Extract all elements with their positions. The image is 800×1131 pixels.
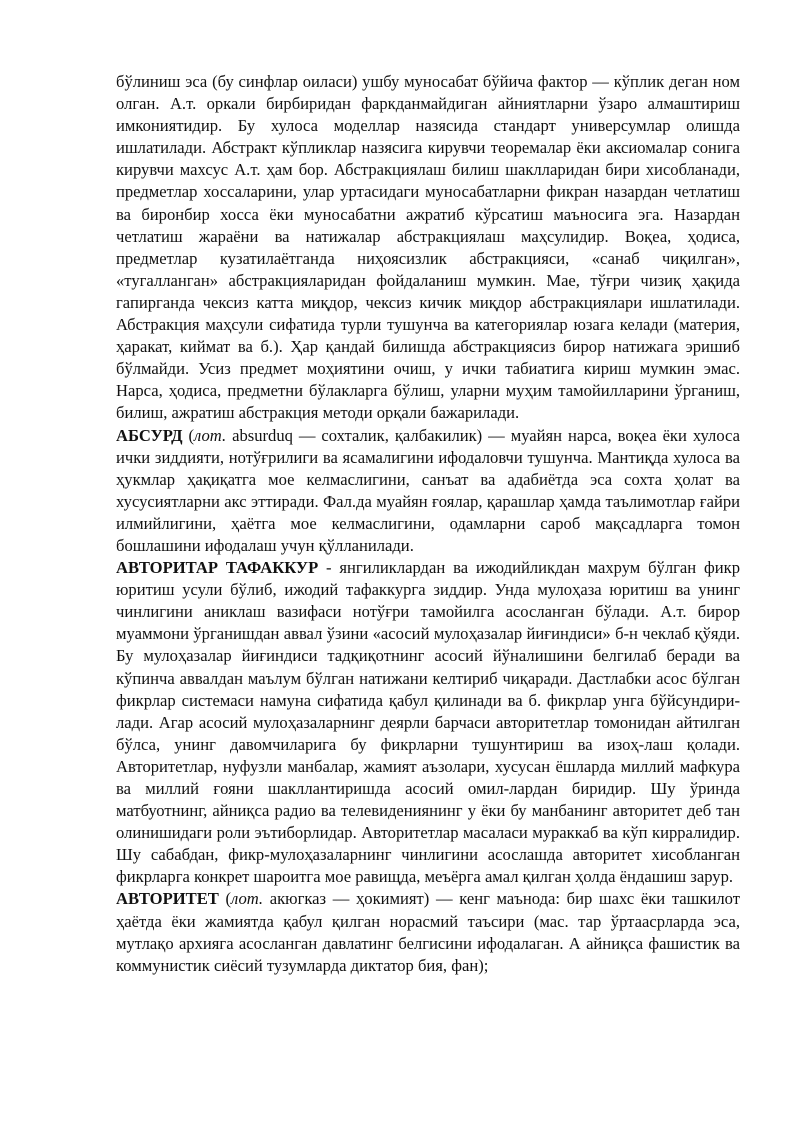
entry-authoritarian-thinking bbox=[116, 557, 740, 888]
entry-body: - янгиликлардан ва ижодийликдан махрум бўлган фикр юритиш усули бўлиб, ижодий тафаккурга зиддир. Унда мулоҳаза юритиш ва унинг чинлигини аниклаш вазифаси нотўғри тамойилга асосланган бўлади. А.т. бирор муаммони ўрганишдан аввал ўзини «асосий мулоҳазалар йиғиндиси» б-н чеклаб қўяди. Бу мулоҳазалар йиғиндиси тадқиқотнинг асосий йўналишини белгилаб беради ва кўпинча аввалдан маълум бўлган натижани келтириб чиқаради. Дастлабки асос бўлган фикрлар системаси намуна сифатида қабул қилинади ва б. фикрлар унга бўйсундири-лади. Агар асосий мулоҳазаларнинг деярли барчаси авторитетлар томонидан айтилган бўлса, унинг давомчиларига бу фикрларни тушунтириш ва изоҳ-лаш қолади. Авторитетлар, нуфузли манбалар, жамият аъзолари, хусусан ёшларда миллий мафкура ва миллий ғояни шакллантиришда асосий омил-лардан биридир. Шу ўринда матбуотнинг, айниқса радио ва телевидениянинг у ёки бу манбанинг авторитет деб тан олинишидаги роли эътиборлидар. Авторитетлар масаласи мураккаб ва кўп кирралидир. Шу сабабдан, фикр-мулоҳазаларнинг чинлигини асослашда авторитет хисобланган фикрларга конкрет шароитга мое равищда, меъёрга амал қилган ҳолда ёндашиш зарур. bbox=[116, 558, 740, 887]
entry-term: АВТОРИТЕТ bbox=[116, 889, 219, 909]
entry-body: absurduq — сохталик, қалбакилик) — муайян нарса, воқеа ёки хулоса ички зиддияти, нотўғрилиги ва ясамалигини ифодаловчи тушунча. Мантиқда хулоса ва ҳукмлар ҳақиқатга мое келмаслигини, санъат ва адабиётда эса сохта ҳолат ва хусусиятларни акс эттиради. Фал.да муайян ғоялар, қарашлар ҳамда таълимотлар ғайри илмийлигини, ҳаётга мое келмаслигини, одамларни сароб мақсадларга томон бошлашини ифодалаш учун қўлланилади. bbox=[116, 425, 740, 555]
entry-lat-label: лот. bbox=[231, 889, 264, 909]
intro-paragraph: бўлиниш эса (бу синфлар оиласи) ушбу муносабат бўйича фактор — кўплик деган ном олган. А.т. оркали бирбиридан фаркданмайдиган айниятларни ўзаро алмаштириш имкониятидир. Бу хулоса моделлар назясида стандарт универсумлар олишда ишлатилади. Абстракт кўпликлар назясига кирувчи теоремалар ёки аксиомалар сонига кирувчи махсус А.т. ҳам бор. Абстракциялаш билиш шаклларидан бири хисобланади, предметлар хоссаларини, улар уртасидаги муносабатларни фикран назардан четлатиш ва биронбир хосса ёки муносабатни ажратиб кўрсатиш маъносига эга. Назардан четлатиш жараёни ва натижалар абстракциялаш маҳсулидир. Воқеа, ҳодиса, предметлар кузатилаётганда ниҳоясизлик абстракцияси, «санаб чиқилган», «тугалланган» абстракцияларидан фойдаланиш мумкин. Мае, тўғри чизиқ ҳақида гапирганда чексиз катта миқдор, чексиз кичик миқдор абстракциялари ишлатилади. Абстракция маҳсули сифатида турли тушунча ва категориялар юзага келади (материя, ҳаракат, киймат ва б.). Ҳар қандай билишда абстракциясиз бирор натижага эришиб бўлмайди. Усиз предмет моҳиятини очиш, у ички табиатига кириш мумкин эмас. Нарса, ҳодиса, предметни бўлакларга бўлиш, уларни муҳим тамойилларини ўрганиш, билиш, ажратиш абстракция методи орқали бажарилади. bbox=[116, 72, 740, 423]
entry-absurd bbox=[116, 425, 740, 558]
entry-authority bbox=[116, 888, 740, 976]
entry-term: АБСУРД bbox=[116, 425, 183, 445]
entry-body: aкюгказ — ҳокимият) — кенг маънода: бир шахс ёки ташкилот ҳаётда ёки жамиятда қабул қилган норасмий таъсири (мас. тар ўртаасрларда эса, мутлақо архияга асосланган давлатинг белгисини ифодалаган. А айниқса фашистик ва коммунистик сиёсий тузумларда диктатор бия, фан); bbox=[116, 889, 740, 975]
entry-term: АВТОРИТАР ТАФАККУР bbox=[116, 558, 319, 578]
entry-term-tail: ( bbox=[182, 425, 195, 445]
entry-lat-label: лот. bbox=[194, 425, 227, 445]
entry-term-tail: ( bbox=[218, 889, 232, 909]
